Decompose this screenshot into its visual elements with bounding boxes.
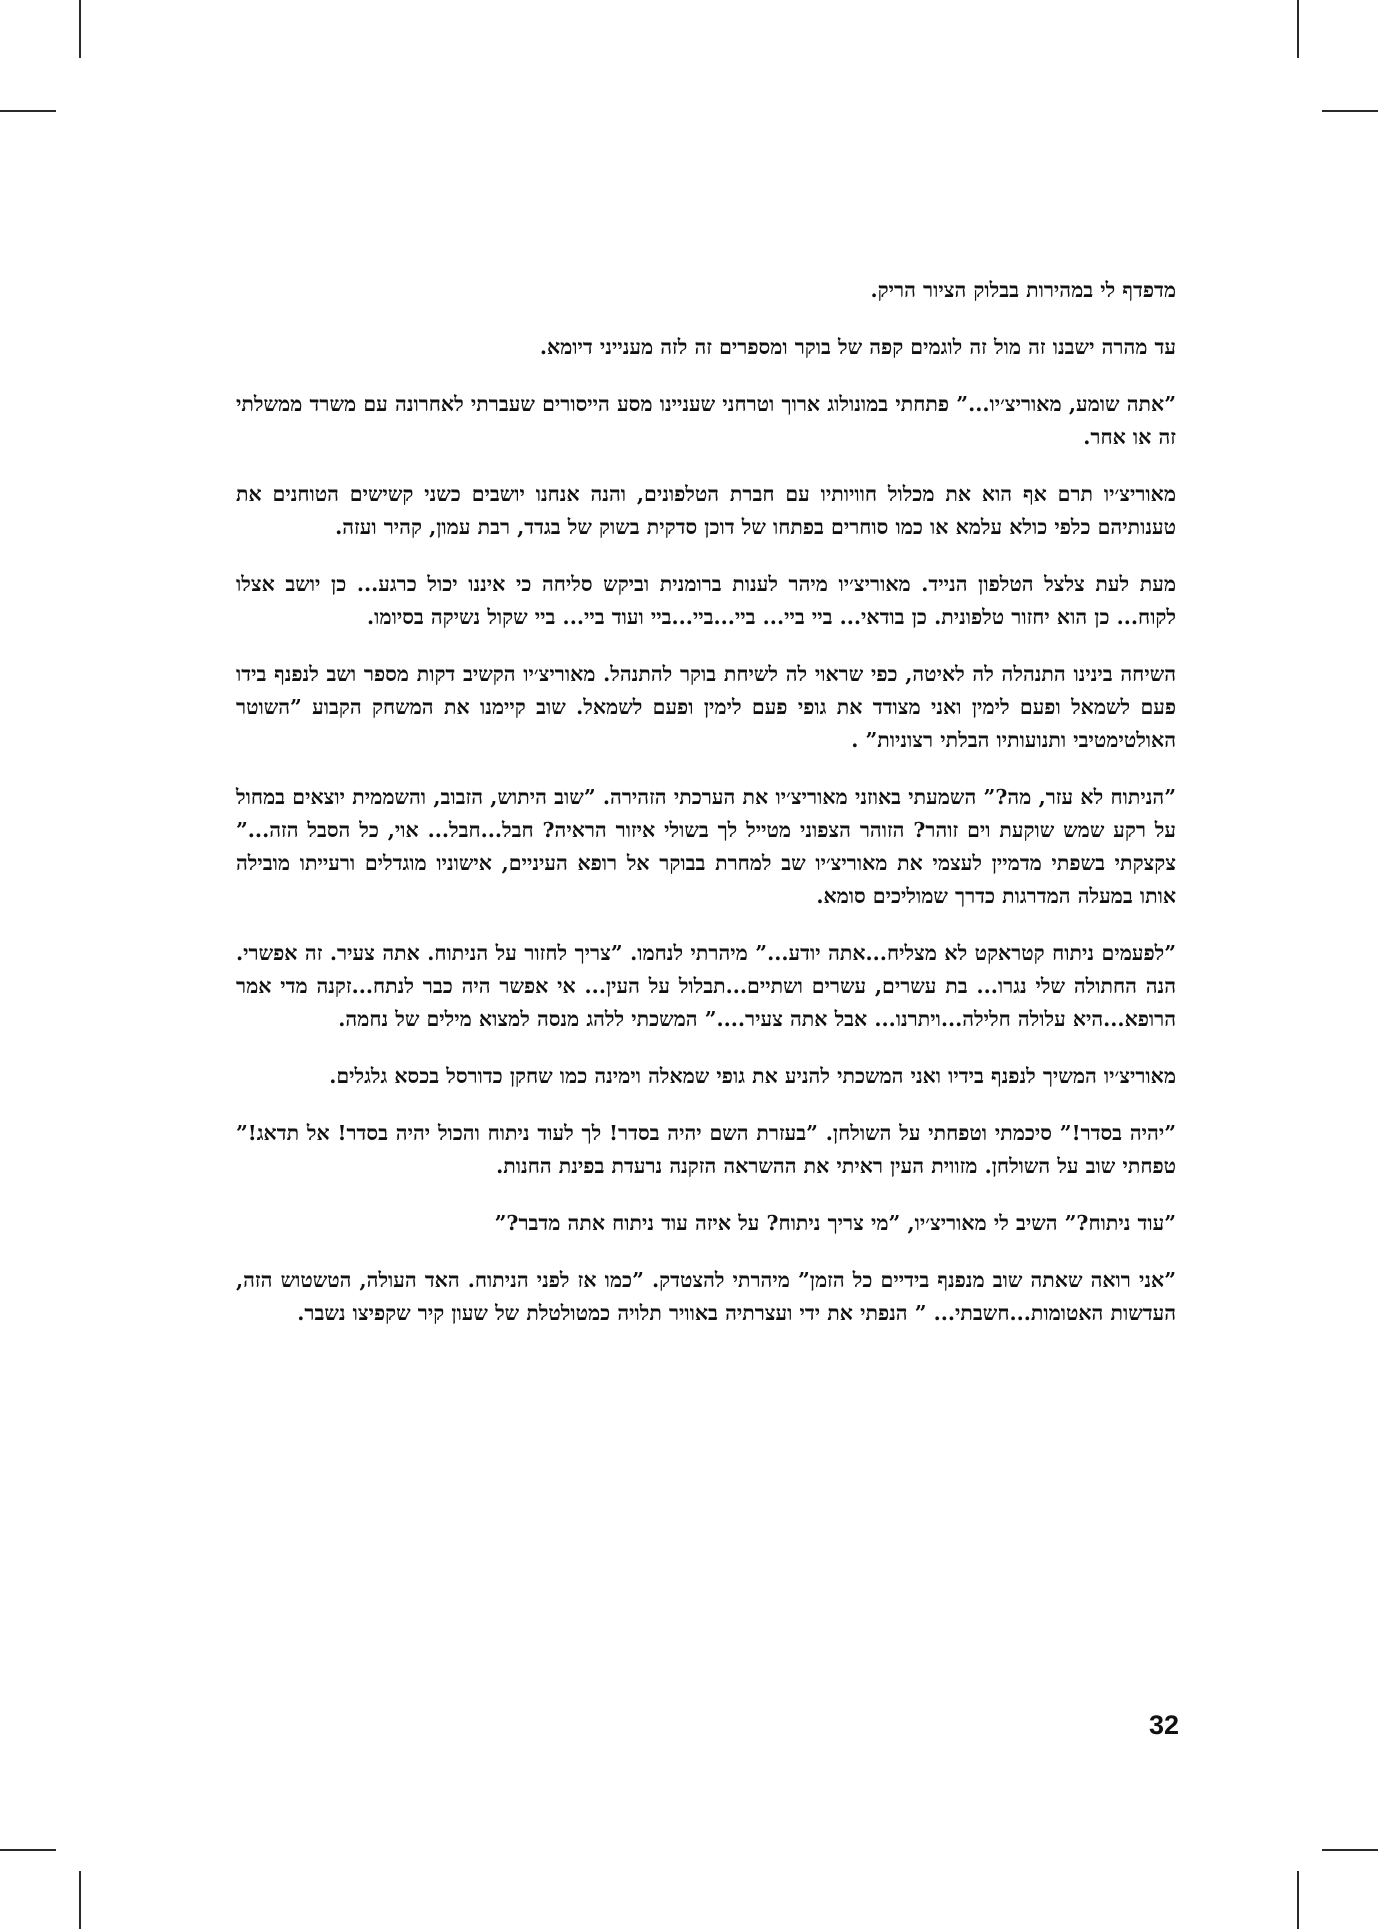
paragraph: ”יהיה בסדר!” סיכמתי וטפחתי על השולחן. ”בעזרת השם יהיה בסדר! לך לעוד ניתוח והכול יהיה בסדר! אל תדאג!” טפחתי שוב על השולחן. מזווית העין ראיתי את ההשראה הזקנה נרעדת בפינת החנות. bbox=[236, 1121, 1176, 1178]
crop-mark-top-left bbox=[79, 0, 81, 58]
page-number: 32 bbox=[1148, 1710, 1179, 1740]
paragraph: ”אני רואה שאתה שוב מנפנף בידיים כל הזמן” מיהרתי להצטדק. ”כמו אז לפני הניתוח. האד העולה, הטשטוש הזה, העדשות האטומות...חשבתי... ” הנפתי את ידי ועצרתיה באוויר תלויה כמטולטלת של שעון קיר שקפיצו נשבר. bbox=[236, 1268, 1176, 1325]
paragraph: ”לפעמים ניתוח קטראקט לא מצליח...אתה יודע...” מיהרתי לנחמו. ”צריך לחזור על הניתוח. אתה צעיר. זה אפשרי. הנה החתולה שלי נגרו... בת עשרים, עשרים ושתיים...תבלול על העין... אי אפשר היה כבר לנתח...זקנה מדי אמר הרופא...היא עלולה חלילה...ויתרנו... אבל אתה צעיר....” המשכתי ללהג מנסה למצוא מילים של נחמה. bbox=[236, 941, 1176, 1031]
paragraph: מדפדף לי במהירות בבלוק הציור הריק. bbox=[870, 278, 1176, 302]
crop-mark-top-right bbox=[1297, 0, 1299, 58]
paragraph: ”עוד ניתוח?” השיב לי מאוריצ׳יו, ”מי צריך ניתוח? על איזה עוד ניתוח אתה מדבר?” bbox=[494, 1211, 1176, 1235]
paragraph: מעת לעת צלצל הטלפון הנייד. מאוריצ׳יו מיהר לענות ברומנית וביקש סליחה כי איננו יכול כרגע... כן יושב אצלו לקוח... כן הוא יחזור טלפונית. כן בודאי... ביי ביי... ביי...ביי...ביי ועוד ביי... ביי שקול נשיקה בסיומו. bbox=[236, 572, 1176, 629]
paragraph: עד מהרה ישבנו זה מול זה לוגמים קפה של בוקר ומספרים זה לזה מענייני דיומא. bbox=[539, 335, 1176, 359]
crop-mark-bottom-right bbox=[1297, 1871, 1299, 1929]
paragraph: מאוריצ׳יו תרם אף הוא את מכלול חוויותיו עם חברת הטלפונים, והנה אנחנו יושבים כשני קשישים הטוחנים את טענותיהם כלפי כולא עלמא או כמו סוחרים בפתחו של דוכן סדקית בשוק של בגדד, רבת עמון, קהיר ועזה. bbox=[236, 482, 1176, 539]
page-body bbox=[236, 274, 1176, 1354]
crop-mark-bottom-left bbox=[79, 1871, 81, 1929]
paragraph: ”אתה שומע, מאוריצ׳יו...” פתחתי במונולוג ארוך וטרחני שעניינו מסע הייסורים שעברתי לאחרונה עם משרד ממשלתי זה או אחר. bbox=[236, 392, 1176, 449]
paragraph: ”הניתוח לא עזר, מה?” השמעתי באוזני מאוריצ׳יו את הערכתי הזהירה. ”שוב היתוש, הזבוב, והשממית יוצאים במחול על רקע שמש שוקעת וים זוהר? הזוהר הצפוני מטייל לך בשולי איזור הראיה? חבל...חבל... אוי, כל הסבל הזה...” צקצקתי בשפתי מדמיין לעצמי את מאוריצ׳יו שב למחרת בבוקר אל רופא העיניים, אישוניו מוגדלים ורעייתו מובילה אותו במעלה המדרגות כדרך שמוליכים סומא. bbox=[236, 785, 1176, 908]
crop-mark-right-bottom bbox=[1322, 1849, 1378, 1851]
crop-mark-left-bottom bbox=[0, 1849, 56, 1851]
crop-mark-left-top bbox=[0, 110, 56, 112]
paragraph: השיחה בינינו התנהלה לה לאיטה, כפי שראוי לה לשיחת בוקר להתנהל. מאוריצ׳יו הקשיב דקות מספר ושב לנפנף בידו פעם לשמאל ופעם לימין ואני מצודד את גופי פעם לימין ופעם לשמאל. שוב קיימנו את המשחק הקבוע ”השוטר האולטימטיבי ותנועותיו הבלתי רצוניות” . bbox=[236, 662, 1176, 752]
crop-mark-right-top bbox=[1322, 110, 1378, 112]
paragraph: מאוריצ׳יו המשיך לנפנף בידיו ואני המשכתי להניע את גופי שמאלה וימינה כמו שחקן כדורסל בכסא גלגלים. bbox=[329, 1064, 1176, 1088]
